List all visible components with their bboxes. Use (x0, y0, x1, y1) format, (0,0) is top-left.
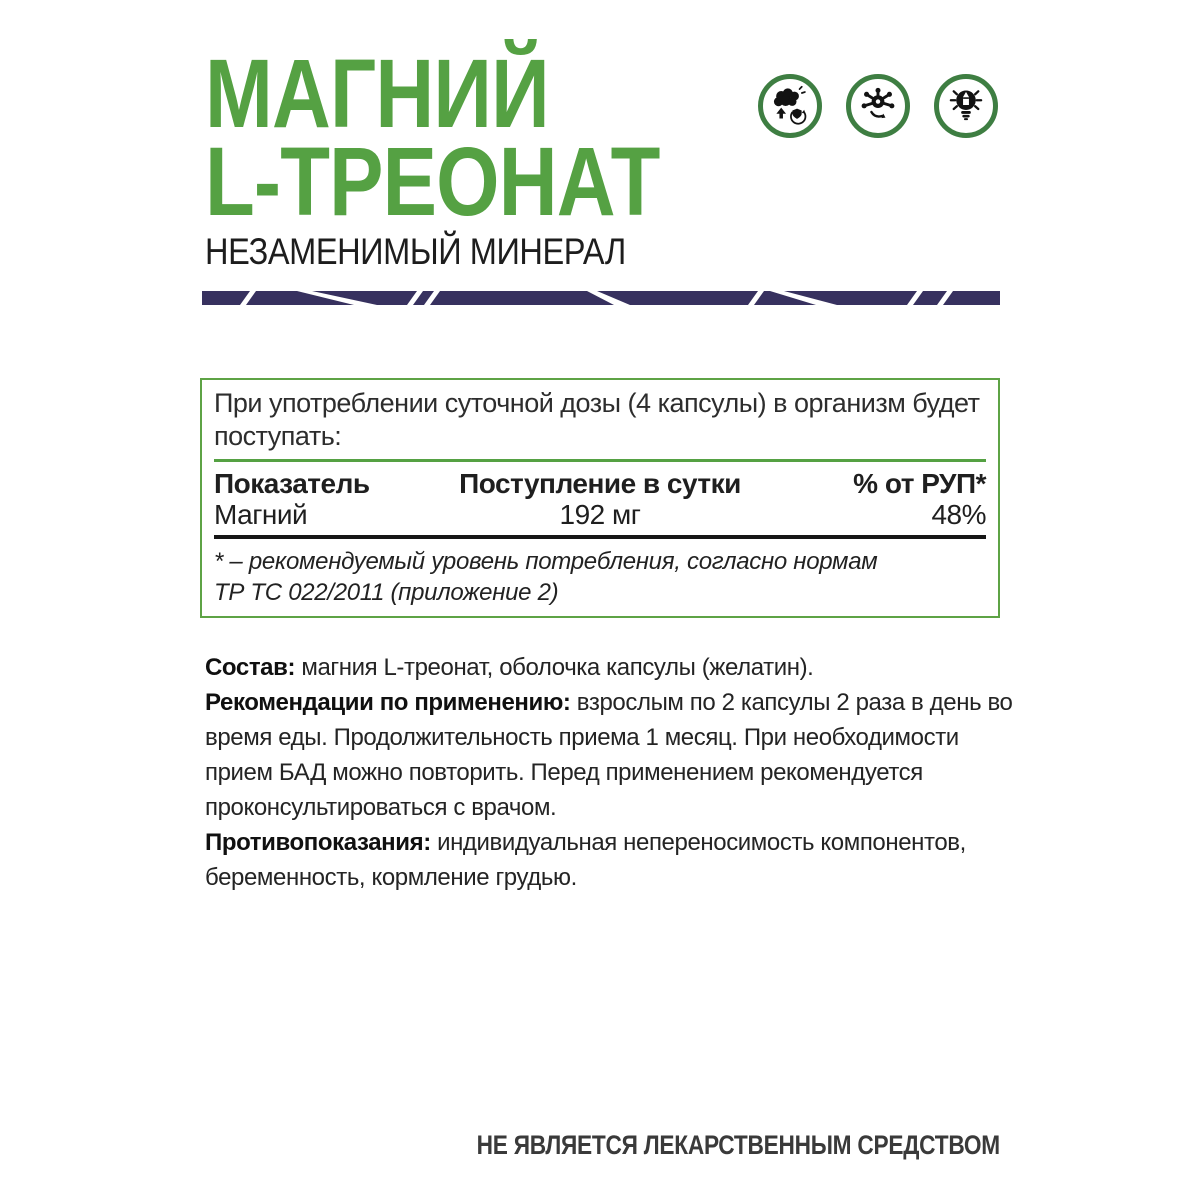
product-title-line2: L-ТРЕОНАТ (205, 127, 660, 236)
divider-bar (202, 291, 1000, 305)
product-info-text (205, 650, 1025, 895)
dosage-intro: При употреблении суточной дозы (4 капсулы) в организм будет поступать: (214, 388, 980, 451)
header-daily-intake: Поступление в сутки (459, 468, 741, 499)
usage-text: взрослым по 2 капсулы 2 раза в день во время еды. Продолжительность приема 1 месяц. При необходимости прием БАД можно повторить. Перед применением рекомендуется проконсультироваться с врачом. (205, 689, 1013, 821)
header-rup-percent: % от РУП* (853, 468, 986, 499)
benefit-icons (758, 74, 998, 138)
contraindications-label: Противопоказания: (205, 829, 431, 856)
nutrition-table-row (214, 499, 986, 530)
product-subtitle: НЕЗАМЕНИМЫЙ МИНЕРАЛ (205, 231, 626, 272)
dosage-info-box (200, 378, 1000, 618)
rup-footnote: * – рекомендуемый уровень потребления, согласно нормам ТР ТС 022/2011 (приложение 2) (214, 548, 878, 606)
cell-percent: 48% (931, 499, 986, 530)
composition-label: Состав: (205, 654, 296, 681)
product-title (205, 39, 660, 236)
composition-paragraph (205, 650, 1025, 685)
neuron-icon (846, 74, 910, 138)
usage-paragraph (205, 685, 1025, 825)
usage-label: Рекомендации по применению: (205, 689, 571, 716)
lightbulb-idea-icon (934, 74, 998, 138)
disclaimer: НЕ ЯВЛЯЕТСЯ ЛЕКАРСТВЕННЫМ СРЕДСТВОМ (476, 1130, 1000, 1160)
product-title-line1: МАГНИЙ (205, 39, 549, 148)
cell-amount: 192 мг (559, 499, 641, 530)
header-indicator: Показатель (214, 468, 370, 499)
contraindications-paragraph (205, 825, 1025, 895)
black-rule (214, 535, 986, 539)
composition-text: магния L-треонат, оболочка капсулы (желатин). (295, 654, 814, 681)
nutrition-table-header (214, 468, 986, 499)
brain-protection-icon (758, 74, 822, 138)
contraindications-text: индивидуальная непереносимость компонентов, беременность, кормление грудью. (205, 829, 966, 891)
cell-nutrient: Магний (214, 499, 308, 530)
green-rule (214, 459, 986, 462)
